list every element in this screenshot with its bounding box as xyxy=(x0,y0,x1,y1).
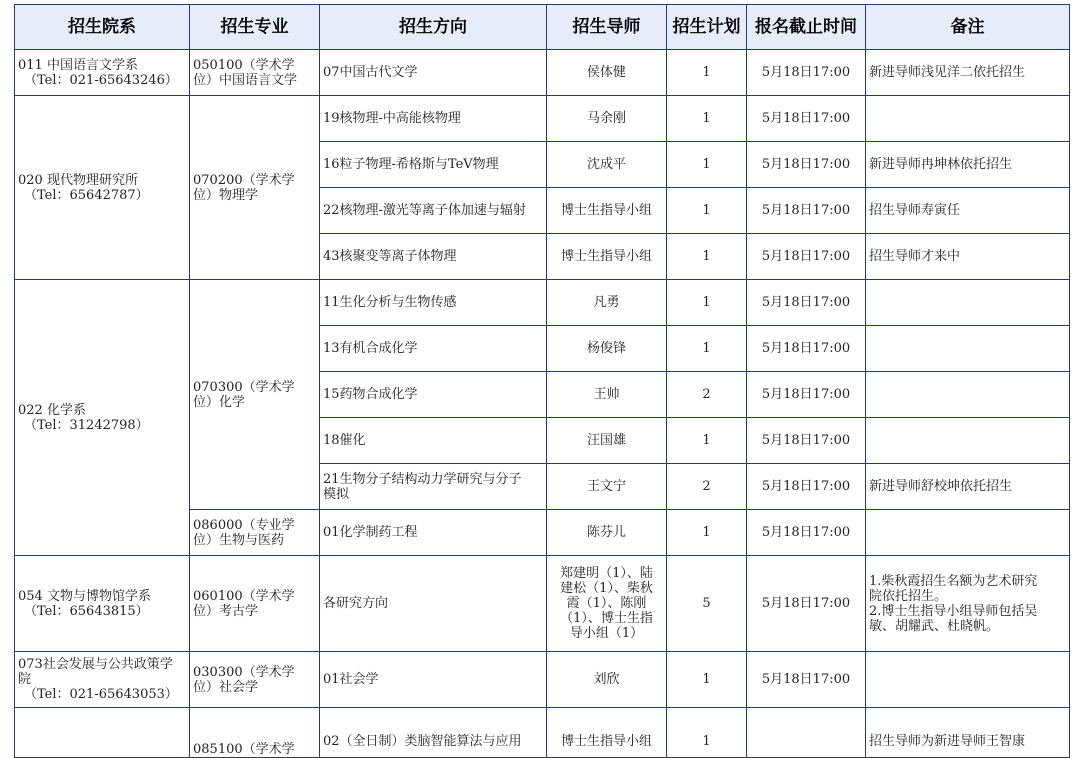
advisor-cell: 博士生指导小组 xyxy=(547,234,667,280)
admissions-table xyxy=(14,4,1070,758)
dept-cell xyxy=(15,708,190,758)
header-note: 备注 xyxy=(866,5,1070,50)
deadline-cell xyxy=(747,708,866,758)
plan-cell: 2 xyxy=(667,464,747,510)
advisor-cell: 沈成平 xyxy=(547,142,667,188)
advisor-cell: 王文宁 xyxy=(547,464,667,510)
plan-cell: 1 xyxy=(667,418,747,464)
plan-cell: 1 xyxy=(667,510,747,556)
note-cell: 招生导师寿寅任 xyxy=(866,188,1070,234)
direction-cell: 02（全日制）类脑智能算法与应用 xyxy=(320,708,547,758)
direction-cell: 19核物理-中高能核物理 xyxy=(320,96,547,142)
direction-cell: 11生化分析与生物传感 xyxy=(320,280,547,326)
note-cell: 新进导师浅见洋二依托招生 xyxy=(866,50,1070,96)
deadline-cell: 5月18日17:00 xyxy=(747,652,866,708)
advisor-cell: 凡勇 xyxy=(547,280,667,326)
header-plan: 招生计划 xyxy=(667,5,747,50)
note-cell xyxy=(866,372,1070,418)
plan-cell: 1 xyxy=(667,326,747,372)
deadline-cell: 5月18日17:00 xyxy=(747,464,866,510)
header-advisor: 招生导师 xyxy=(547,5,667,50)
major-cell: 030300（学术学 位）社会学 xyxy=(190,652,320,708)
deadline-cell: 5月18日17:00 xyxy=(747,510,866,556)
deadline-cell: 5月18日17:00 xyxy=(747,280,866,326)
plan-cell: 1 xyxy=(667,142,747,188)
plan-cell: 1 xyxy=(667,234,747,280)
advisor-cell: 博士生指导小组 xyxy=(547,188,667,234)
note-cell: 新进导师冉坤林依托招生 xyxy=(866,142,1070,188)
major-cell: 086000（专业学 位）生物与医药 xyxy=(190,510,320,556)
advisor-cell: 王帅 xyxy=(547,372,667,418)
note-cell xyxy=(866,96,1070,142)
advisor-cell: 侯体健 xyxy=(547,50,667,96)
deadline-cell: 5月18日17:00 xyxy=(747,188,866,234)
direction-cell: 22核物理-激光等离子体加速与辐射 xyxy=(320,188,547,234)
note-cell: 新进导师舒校坤依托招生 xyxy=(866,464,1070,510)
major-cell: 085100（学术学 xyxy=(190,708,320,758)
plan-cell: 1 xyxy=(667,652,747,708)
note-cell xyxy=(866,418,1070,464)
table-row xyxy=(15,708,1070,758)
deadline-cell: 5月18日17:00 xyxy=(747,234,866,280)
direction-cell: 13有机合成化学 xyxy=(320,326,547,372)
deadline-cell: 5月18日17:00 xyxy=(747,142,866,188)
dept-cell: 020 现代物理研究所 （Tel：65642787） xyxy=(15,96,190,280)
plan-cell: 1 xyxy=(667,188,747,234)
header-direction: 招生方向 xyxy=(320,5,547,50)
deadline-cell: 5月18日17:00 xyxy=(747,50,866,96)
advisor-cell: 郑建明（1）、陆 建松（1）、柴秋 霞（1）、陈刚 （1）、博士生指 导小组（1） xyxy=(547,556,667,652)
dept-cell: 011 中国语言文学系 （Tel：021-65643246） xyxy=(15,50,190,96)
direction-cell: 01化学制药工程 xyxy=(320,510,547,556)
admissions-table-container xyxy=(14,4,1070,758)
plan-cell: 5 xyxy=(667,556,747,652)
advisor-cell: 刘欣 xyxy=(547,652,667,708)
direction-cell: 各研究方向 xyxy=(320,556,547,652)
table-row xyxy=(15,652,1070,708)
header-dept: 招生院系 xyxy=(15,5,190,50)
direction-cell: 18催化 xyxy=(320,418,547,464)
direction-cell: 21生物分子结构动力学研究与分子 模拟 xyxy=(320,464,547,510)
note-cell xyxy=(866,652,1070,708)
note-cell xyxy=(866,326,1070,372)
table-row xyxy=(15,280,1070,326)
deadline-cell: 5月18日17:00 xyxy=(747,556,866,652)
advisor-cell: 博士生指导小组 xyxy=(547,708,667,758)
note-cell xyxy=(866,510,1070,556)
header-major: 招生专业 xyxy=(190,5,320,50)
note-cell: 招生导师才来中 xyxy=(866,234,1070,280)
direction-cell: 43核聚变等离子体物理 xyxy=(320,234,547,280)
header-row xyxy=(15,5,1070,50)
direction-cell: 15药物合成化学 xyxy=(320,372,547,418)
deadline-cell: 5月18日17:00 xyxy=(747,326,866,372)
deadline-cell: 5月18日17:00 xyxy=(747,96,866,142)
dept-cell: 022 化学系 （Tel：31242798） xyxy=(15,280,190,556)
dept-cell: 073社会发展与公共政策学 院 （Tel：021-65643053） xyxy=(15,652,190,708)
deadline-cell: 5月18日17:00 xyxy=(747,418,866,464)
plan-cell: 1 xyxy=(667,50,747,96)
direction-cell: 07中国古代文学 xyxy=(320,50,547,96)
plan-cell: 1 xyxy=(667,280,747,326)
major-cell: 070200（学术学 位）物理学 xyxy=(190,96,320,280)
advisor-cell: 陈芬儿 xyxy=(547,510,667,556)
advisor-cell: 汪国雄 xyxy=(547,418,667,464)
major-cell: 060100（学术学 位）考古学 xyxy=(190,556,320,652)
note-cell xyxy=(866,280,1070,326)
header-deadline: 报名截止时间 xyxy=(747,5,866,50)
deadline-cell: 5月18日17:00 xyxy=(747,372,866,418)
note-cell: 1.柴秋霞招生名额为艺术研究 院依托招生。 2.博士生指导小组导师包括吴 敏、胡耀武、杜晓帆。 xyxy=(866,556,1070,652)
table-row xyxy=(15,556,1070,652)
plan-cell: 1 xyxy=(667,96,747,142)
table-row xyxy=(15,96,1070,142)
advisor-cell: 马余刚 xyxy=(547,96,667,142)
advisor-cell: 杨俊锋 xyxy=(547,326,667,372)
direction-cell: 01社会学 xyxy=(320,652,547,708)
major-cell: 050100（学术学 位）中国语言文学 xyxy=(190,50,320,96)
major-cell: 070300（学术学 位）化学 xyxy=(190,280,320,510)
note-cell: 招生导师为新进导师王智康 xyxy=(866,708,1070,758)
table-row xyxy=(15,50,1070,96)
direction-cell: 16粒子物理-希格斯与TeV物理 xyxy=(320,142,547,188)
dept-cell: 054 文物与博物馆学系 （Tel：65643815） xyxy=(15,556,190,652)
plan-cell: 1 xyxy=(667,708,747,758)
plan-cell: 2 xyxy=(667,372,747,418)
